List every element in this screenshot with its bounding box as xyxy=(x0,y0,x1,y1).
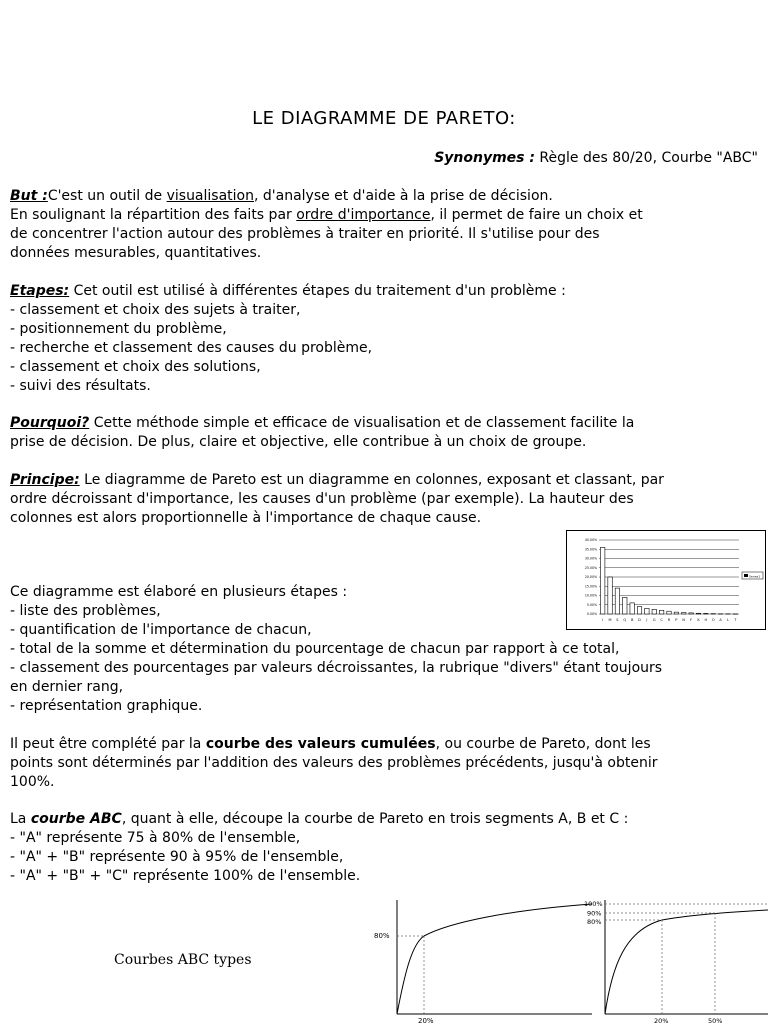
pourquoi-line-2: prise de décision. De plus, claire et objective, elle contribue à un choix de groupe. xyxy=(10,434,587,450)
but-line-3: de concentrer l'action autour des problèmes à traiter en priorité. Il s'utilise pour des xyxy=(10,226,600,242)
etapes-item: - classement et choix des sujets à traiter, xyxy=(10,302,301,318)
but-text: , il permet de faire un choix et xyxy=(430,207,643,223)
y-tick-label: 30.00% xyxy=(584,556,597,561)
x-tick-label: L xyxy=(726,618,729,622)
y-label-80: 80% xyxy=(374,932,390,940)
abc-text: , quant à elle, découpe la courbe de Pareto en trois segments A, B et C : xyxy=(121,811,629,827)
etapes-label: Etapes: xyxy=(10,283,70,299)
pourquoi-line-1 xyxy=(10,414,758,433)
x-tick-label: F xyxy=(690,618,693,622)
principe-line-3: colonnes est alors proportionnelle à l'importance de chaque cause. xyxy=(10,510,482,526)
x-tick-label: I xyxy=(602,618,604,622)
etapes2-line: - quantification de l'importance de chacun, xyxy=(10,622,312,638)
x-tick-label: O xyxy=(711,618,715,622)
legend-label: Series1 xyxy=(749,574,761,579)
x-label-50: 50% xyxy=(708,1017,723,1024)
abc-bold: courbe ABC xyxy=(30,811,122,827)
etapes-item: - suivi des résultats. xyxy=(10,378,151,394)
x-tick-label: H xyxy=(704,618,708,622)
x-tick-label: J xyxy=(646,618,648,622)
x-label-20: 20% xyxy=(418,1017,434,1024)
principe-text: Le diagramme de Pareto est un diagramme en colonnes, exposant et classant, par xyxy=(79,472,664,488)
cumul-bold: courbe des valeurs cumulées xyxy=(205,736,436,752)
y-tick-label: 40.00% xyxy=(584,538,597,543)
x-tick-label: N xyxy=(682,618,686,622)
abc-item: - "A" représente 75 à 80% de l'ensemble, xyxy=(10,830,301,846)
etapes-intro-text: Cet outil est utilisé à différentes étapes du traitement d'un problème : xyxy=(69,283,566,299)
cumul-text: , ou courbe de Pareto, dont les xyxy=(435,736,651,752)
x-tick-label: Q xyxy=(623,618,627,622)
x-tick-label: C xyxy=(660,618,663,622)
principe-line-2: ordre décroissant d'importance, les causes d'un problème (par exemple). La hauteur des xyxy=(10,491,634,507)
x-label-20: 20% xyxy=(654,1017,669,1024)
etapes2-line: en dernier rang, xyxy=(10,679,124,695)
cumul-line-2: points sont déterminés par l'addition des valeurs des problèmes précédents, jusqu'à obtenir xyxy=(10,755,658,771)
y-label-80: 80% xyxy=(587,918,602,926)
x-tick-label: D xyxy=(638,618,641,622)
but-line-1 xyxy=(10,187,758,206)
but-text: C'est un outil de xyxy=(47,188,167,204)
but-underlined: visualisation xyxy=(166,188,254,204)
abc-line-1 xyxy=(10,810,758,829)
abc-item: - "A" + "B" représente 90 à 95% de l'ensemble, xyxy=(10,849,344,865)
y-label-90: 90% xyxy=(587,909,602,918)
abc-curve xyxy=(397,904,592,1014)
etapes2-line: - liste des problèmes, xyxy=(10,603,161,619)
etapes2-line: - classement des pourcentages par valeurs décroissantes, la rubrique "divers" étant toujours xyxy=(10,660,663,676)
etapes2-line: - total de la somme et détermination du pourcentage de chacun par rapport à ce total, xyxy=(10,641,620,657)
cumul-line-1 xyxy=(10,735,758,754)
x-tick-label: S xyxy=(616,618,619,622)
y-tick-label: 25.00% xyxy=(584,565,597,570)
abc-curve xyxy=(605,910,768,1014)
but-underlined: ordre d'importance xyxy=(296,207,431,223)
etapes2-intro: Ce diagramme est élaboré en plusieurs étapes : xyxy=(10,584,348,600)
y-tick-label: 0.00% xyxy=(586,612,597,617)
etapes-intro xyxy=(10,282,758,301)
y-tick-label: 5.00% xyxy=(586,602,597,607)
x-tick-label: M xyxy=(608,618,612,622)
pourquoi-text: Cette méthode simple et efficace de visualisation et de classement facilite la xyxy=(89,415,635,431)
principe-label: Principe: xyxy=(10,472,80,488)
but-text: En soulignant la répartition des faits par xyxy=(10,207,297,223)
x-tick-label: G xyxy=(652,618,656,622)
y-tick-label: 35.00% xyxy=(584,547,597,552)
principe-line-1 xyxy=(10,471,758,490)
y-label-100: 100% xyxy=(584,900,603,908)
y-tick-label: 15.00% xyxy=(584,584,597,589)
abc-caption: Courbes ABC types xyxy=(114,952,252,968)
etapes-item: - classement et choix des solutions, xyxy=(10,359,261,375)
y-tick-label: 10.00% xyxy=(584,593,597,598)
but-line-4: données mesurables, quantitatives. xyxy=(10,245,262,261)
etapes2-line: - représentation graphique. xyxy=(10,698,203,714)
but-label: But : xyxy=(10,188,48,204)
abc-curve-chart-1 xyxy=(360,892,595,1024)
etapes-item: - positionnement du problème, xyxy=(10,321,227,337)
x-tick-label: P xyxy=(675,618,678,622)
but-text: , d'analyse et d'aide à la prise de décision. xyxy=(253,188,553,204)
x-tick-label: B xyxy=(630,618,634,622)
legend-swatch xyxy=(744,574,748,577)
abc-item: - "A" + "B" + "C" représente 100% de l'ensemble. xyxy=(10,868,361,884)
synonymes-label: Synonymes : xyxy=(434,150,535,166)
pourquoi-label: Pourquoi? xyxy=(10,415,90,431)
page-title: LE DIAGRAMME DE PARETO: xyxy=(252,108,516,129)
x-tick-label: R xyxy=(667,618,671,622)
x-tick-label: A xyxy=(719,618,722,622)
abc-curve-chart-2 xyxy=(580,896,768,1024)
but-line-2 xyxy=(10,206,758,225)
etapes-item: - recherche et classement des causes du problème, xyxy=(10,340,373,356)
x-tick-label: T xyxy=(734,618,737,622)
cumul-line-3: 100%. xyxy=(10,774,55,790)
synonymes-text: Règle des 80/20, Courbe "ABC" xyxy=(534,150,758,166)
abc-text: La xyxy=(10,811,31,827)
synonymes-line xyxy=(434,150,758,166)
y-tick-label: 20.00% xyxy=(584,575,597,580)
cumul-text: Il peut être complété par la xyxy=(10,736,206,752)
x-tick-label: K xyxy=(697,618,700,622)
